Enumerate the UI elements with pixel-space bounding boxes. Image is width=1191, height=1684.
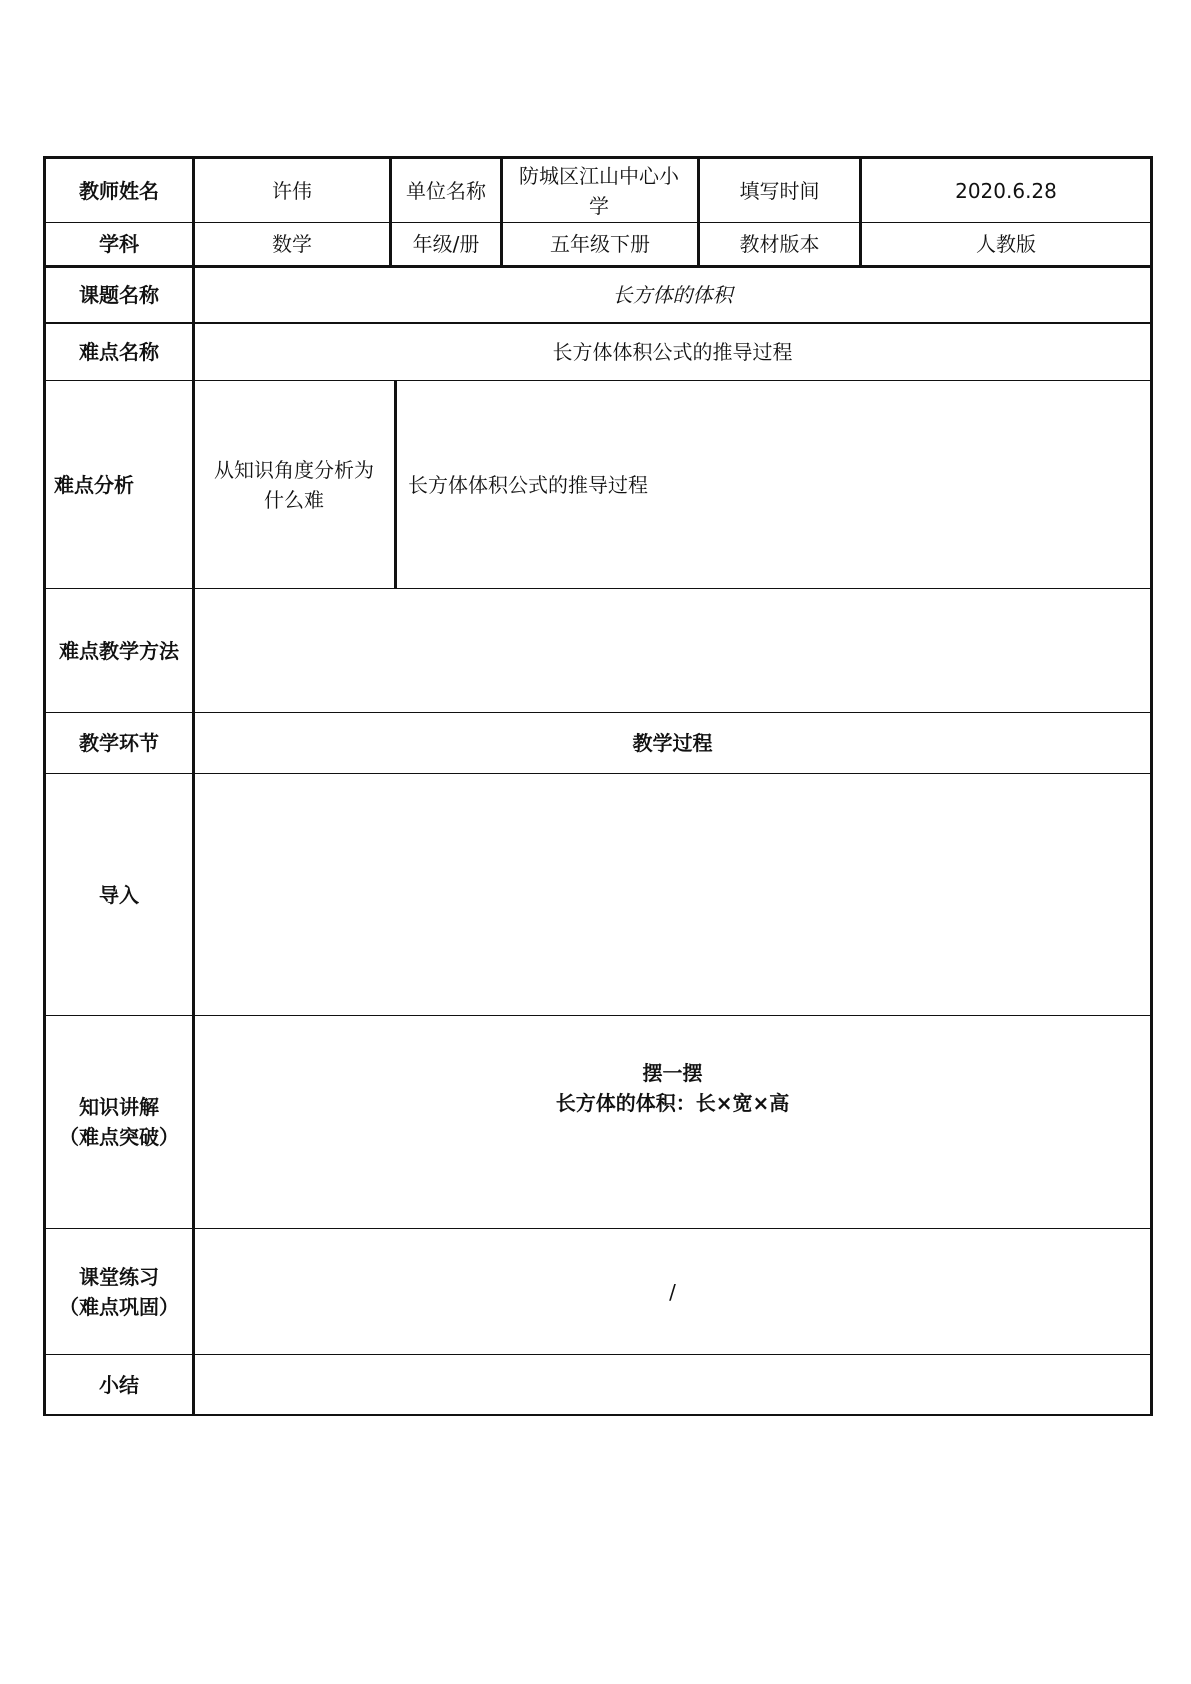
practice-content: / <box>669 1279 676 1304</box>
edition-label: 教材版本 <box>739 232 820 256</box>
rule-8 <box>43 1015 1153 1016</box>
summary-content <box>195 1355 1150 1414</box>
grade-label: 年级/册 <box>412 232 480 256</box>
subject-value: 数学 <box>272 232 312 256</box>
fill-date-value: 2020.6.28 <box>955 178 1057 203</box>
intro-label: 导入 <box>99 882 139 907</box>
fill-date-label: 填写时间 <box>739 178 820 203</box>
knowledge-label-line1: 知识讲解 <box>79 1095 159 1119</box>
teacher-name-value: 许伟 <box>272 178 312 203</box>
method-value <box>195 589 1150 712</box>
process-step-label: 教学环节 <box>79 731 159 755</box>
practice-label-line2: （难点巩固） <box>59 1294 179 1319</box>
rule-bottom <box>43 1414 1153 1416</box>
practice-label-line1: 课堂练习 <box>79 1264 159 1289</box>
knowledge-label <box>46 1016 192 1228</box>
grade-value: 五年级下册 <box>550 232 650 256</box>
edition-value: 人教版 <box>976 232 1036 256</box>
knowledge-line2: 长方体的体积：长×宽×高 <box>555 1091 790 1115</box>
rule-right <box>1150 156 1153 1416</box>
unit-name-label: 单位名称 <box>406 178 486 203</box>
topic-value: 长方体的体积 <box>612 283 733 307</box>
teacher-name-label: 教师姓名 <box>79 178 159 203</box>
analysis-label: 难点分析 <box>54 472 134 497</box>
knowledge-label-line2: （难点突破） <box>59 1125 179 1149</box>
practice-label <box>46 1229 192 1354</box>
summary-label: 小结 <box>99 1372 139 1397</box>
topic-label: 课题名称 <box>79 283 159 307</box>
intro-content <box>195 774 1150 1015</box>
knowledge-line1: 摆一摆 <box>642 1061 703 1085</box>
method-label: 难点教学方法 <box>59 638 179 663</box>
difficulty-value: 长方体体积公式的推导过程 <box>552 340 793 364</box>
subject-label: 学科 <box>99 232 139 256</box>
process-title: 教学过程 <box>632 731 713 755</box>
rule-analysis-col <box>394 381 397 589</box>
unit-name-value: 防城区江山中心小学 <box>519 163 679 218</box>
analysis-sub-label: 从知识角度分析为什么难 <box>214 457 374 512</box>
analysis-value: 长方体体积公式的推导过程 <box>408 472 648 497</box>
knowledge-content <box>195 1058 1150 1126</box>
difficulty-label: 难点名称 <box>79 340 159 364</box>
